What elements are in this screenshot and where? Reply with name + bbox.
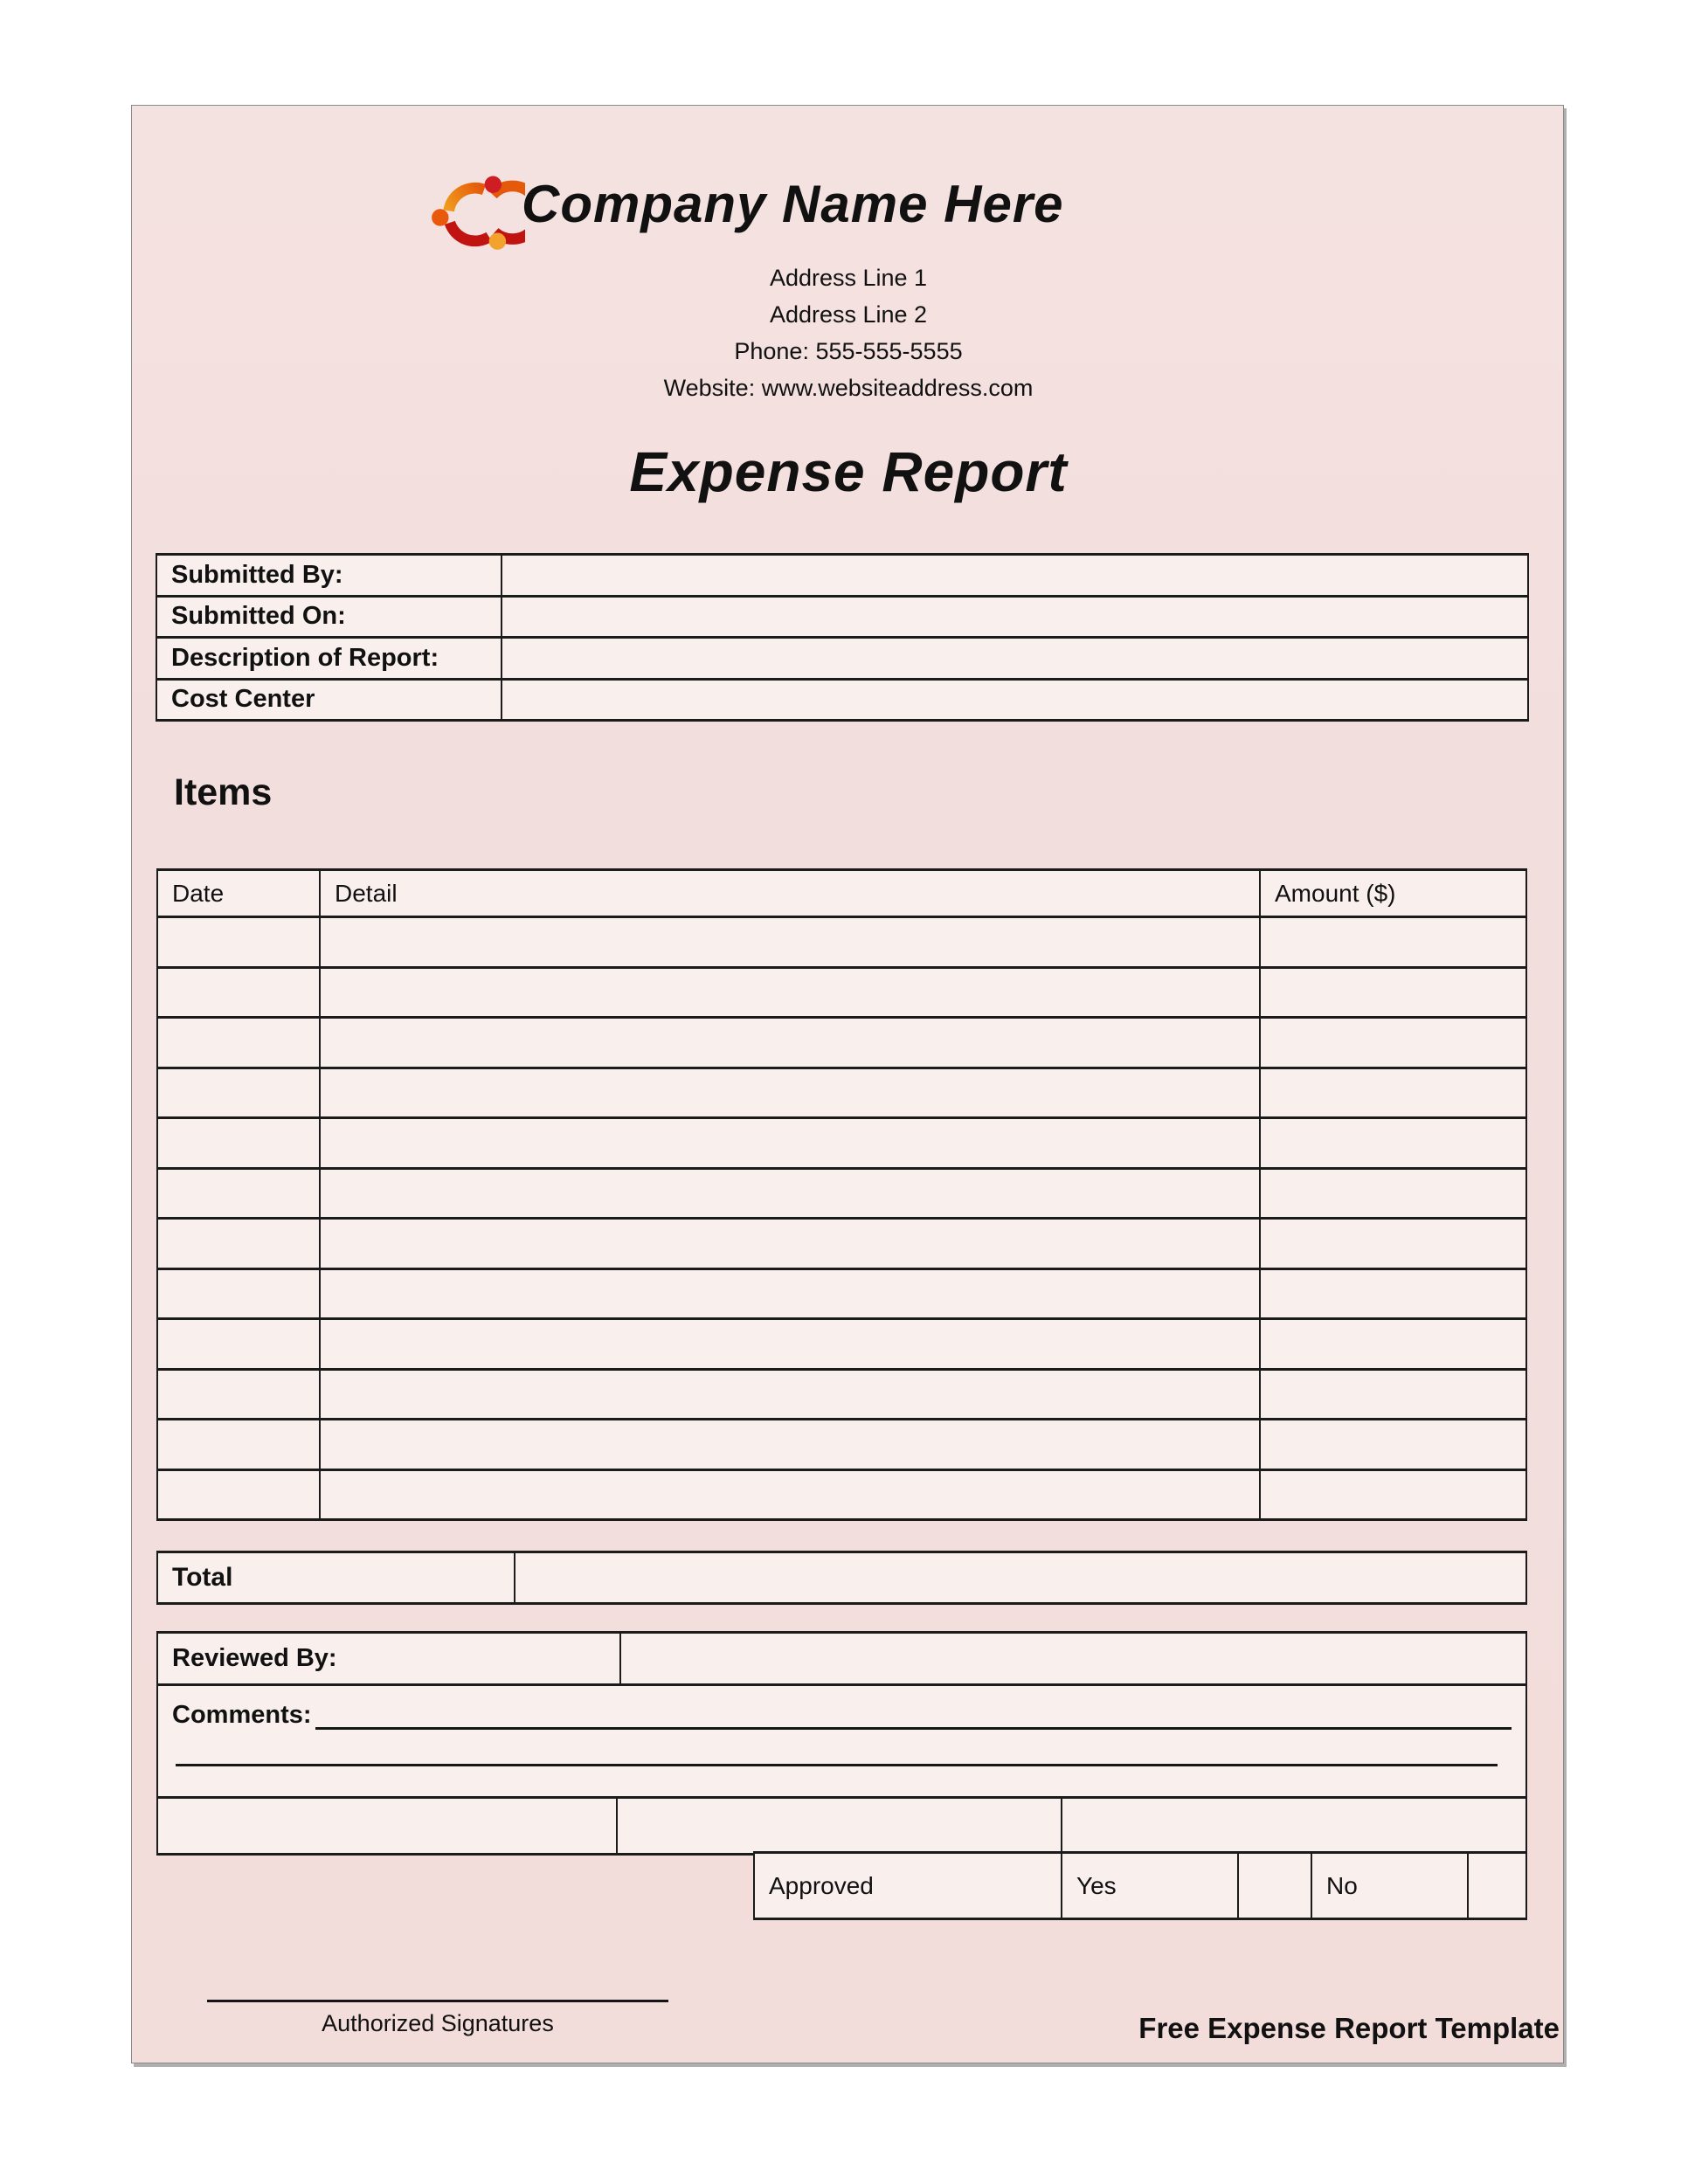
no-label: No — [1311, 1853, 1468, 1919]
comments-input-line-2[interactable] — [176, 1730, 1498, 1766]
approval-table — [753, 1851, 1527, 1920]
item-date-cell[interactable] — [157, 1469, 320, 1520]
item-date-cell[interactable] — [157, 1369, 320, 1420]
submitted-by-row — [156, 555, 1528, 597]
submitted-info-table — [156, 553, 1529, 722]
submitted-by-label: Submitted By: — [156, 555, 502, 597]
items-col-header-date: Date — [157, 870, 320, 917]
comments-row — [157, 1685, 1526, 1798]
item-detail-cell[interactable] — [320, 1319, 1260, 1370]
item-row — [157, 1068, 1526, 1118]
item-date-cell[interactable] — [157, 1068, 320, 1118]
logo-arc-top-left — [449, 188, 484, 211]
signature-line[interactable] — [207, 2000, 668, 2002]
item-amount-cell[interactable] — [1260, 967, 1526, 1018]
reviewed-by-label: Reviewed By: — [157, 1633, 620, 1685]
item-detail-cell[interactable] — [320, 1219, 1260, 1269]
total-label: Total — [157, 1552, 515, 1604]
item-amount-cell[interactable] — [1260, 1219, 1526, 1269]
comments-cell — [157, 1685, 1526, 1798]
item-detail-cell[interactable] — [320, 1469, 1260, 1520]
address-line-1: Address Line 1 — [769, 265, 928, 291]
description-label: Description of Report: — [156, 638, 502, 680]
item-detail-cell[interactable] — [320, 1420, 1260, 1470]
total-table — [156, 1551, 1527, 1605]
item-detail-cell[interactable] — [320, 1369, 1260, 1420]
logo-head-orange — [432, 209, 448, 225]
item-detail-cell[interactable] — [320, 917, 1260, 968]
item-row — [157, 967, 1526, 1018]
reviewed-by-field[interactable] — [620, 1633, 1526, 1685]
item-row — [157, 917, 1526, 968]
document-page — [131, 105, 1564, 2063]
item-detail-cell[interactable] — [320, 1268, 1260, 1319]
company-address-block — [280, 259, 1416, 406]
submitted-by-field[interactable] — [502, 555, 1528, 597]
item-amount-cell[interactable] — [1260, 1268, 1526, 1319]
signature-cells-row — [157, 1798, 1526, 1855]
item-row — [157, 1018, 1526, 1068]
phone-line: Phone: 555-555-5555 — [734, 338, 963, 364]
submitted-on-field[interactable] — [502, 596, 1528, 638]
comments-input-line-1[interactable] — [315, 1727, 1512, 1730]
logo-arc-bottom — [450, 223, 489, 241]
total-value-field[interactable] — [515, 1552, 1526, 1604]
item-row — [157, 1219, 1526, 1269]
cost-center-field[interactable] — [502, 679, 1528, 721]
item-amount-cell[interactable] — [1260, 1168, 1526, 1219]
item-date-cell[interactable] — [157, 1118, 320, 1169]
cost-center-label: Cost Center — [156, 679, 502, 721]
items-table-body — [157, 917, 1526, 1520]
item-detail-cell[interactable] — [320, 1168, 1260, 1219]
item-amount-cell[interactable] — [1260, 1469, 1526, 1520]
no-checkbox-cell[interactable] — [1468, 1853, 1526, 1919]
logo-arc-right — [493, 186, 525, 239]
description-field[interactable] — [502, 638, 1528, 680]
signature-cells-table — [156, 1796, 1527, 1856]
empty-cell-2[interactable] — [617, 1798, 1062, 1855]
logo-head-amber — [489, 233, 506, 250]
item-row — [157, 1118, 1526, 1169]
empty-cell-1[interactable] — [157, 1798, 617, 1855]
yes-checkbox-cell[interactable] — [1238, 1853, 1311, 1919]
submitted-on-label: Submitted On: — [156, 596, 502, 638]
item-amount-cell[interactable] — [1260, 1420, 1526, 1470]
item-date-cell[interactable] — [157, 1319, 320, 1370]
item-row — [157, 1268, 1526, 1319]
item-row — [157, 1420, 1526, 1470]
item-amount-cell[interactable] — [1260, 1369, 1526, 1420]
approval-row — [754, 1853, 1526, 1919]
item-row — [157, 1469, 1526, 1520]
item-date-cell[interactable] — [157, 1018, 320, 1068]
item-date-cell[interactable] — [157, 1219, 320, 1269]
item-date-cell[interactable] — [157, 1168, 320, 1219]
item-date-cell[interactable] — [157, 1420, 320, 1470]
item-detail-cell[interactable] — [320, 1118, 1260, 1169]
items-col-header-detail: Detail — [320, 870, 1260, 917]
website-line: Website: www.websiteaddress.com — [663, 375, 1034, 401]
item-date-cell[interactable] — [157, 917, 320, 968]
items-col-header-amount: Amount ($) — [1260, 870, 1526, 917]
items-heading: Items — [174, 771, 273, 813]
address-line-2: Address Line 2 — [769, 301, 928, 328]
item-date-cell[interactable] — [157, 967, 320, 1018]
template-credit-label: Free Expense Report Template — [1138, 2012, 1560, 2044]
items-header-row — [157, 870, 1526, 917]
item-amount-cell[interactable] — [1260, 1319, 1526, 1370]
submitted-on-row — [156, 596, 1528, 638]
approved-label: Approved — [754, 1853, 1062, 1919]
reviewed-by-row — [157, 1633, 1526, 1685]
item-date-cell[interactable] — [157, 1268, 320, 1319]
item-amount-cell[interactable] — [1260, 1068, 1526, 1118]
item-row — [157, 1168, 1526, 1219]
logo-head-red — [485, 176, 502, 193]
item-amount-cell[interactable] — [1260, 917, 1526, 968]
item-detail-cell[interactable] — [320, 967, 1260, 1018]
yes-label: Yes — [1062, 1853, 1238, 1919]
review-table — [156, 1631, 1527, 1799]
item-row — [157, 1319, 1526, 1370]
cost-center-row — [156, 679, 1528, 721]
page-title: Expense Report — [629, 440, 1068, 503]
items-table — [156, 868, 1527, 1521]
empty-cell-3[interactable] — [1062, 1798, 1526, 1855]
item-amount-cell[interactable] — [1260, 1018, 1526, 1068]
authorized-signatures-label: Authorized Signatures — [322, 2010, 554, 2036]
total-row — [157, 1552, 1526, 1604]
company-logo-icon — [422, 156, 525, 268]
item-detail-cell[interactable] — [320, 1018, 1260, 1068]
company-name: Company Name Here — [522, 175, 1064, 233]
item-row — [157, 1369, 1526, 1420]
description-row — [156, 638, 1528, 680]
item-amount-cell[interactable] — [1260, 1118, 1526, 1169]
comments-label: Comments: — [172, 1701, 312, 1729]
item-detail-cell[interactable] — [320, 1068, 1260, 1118]
